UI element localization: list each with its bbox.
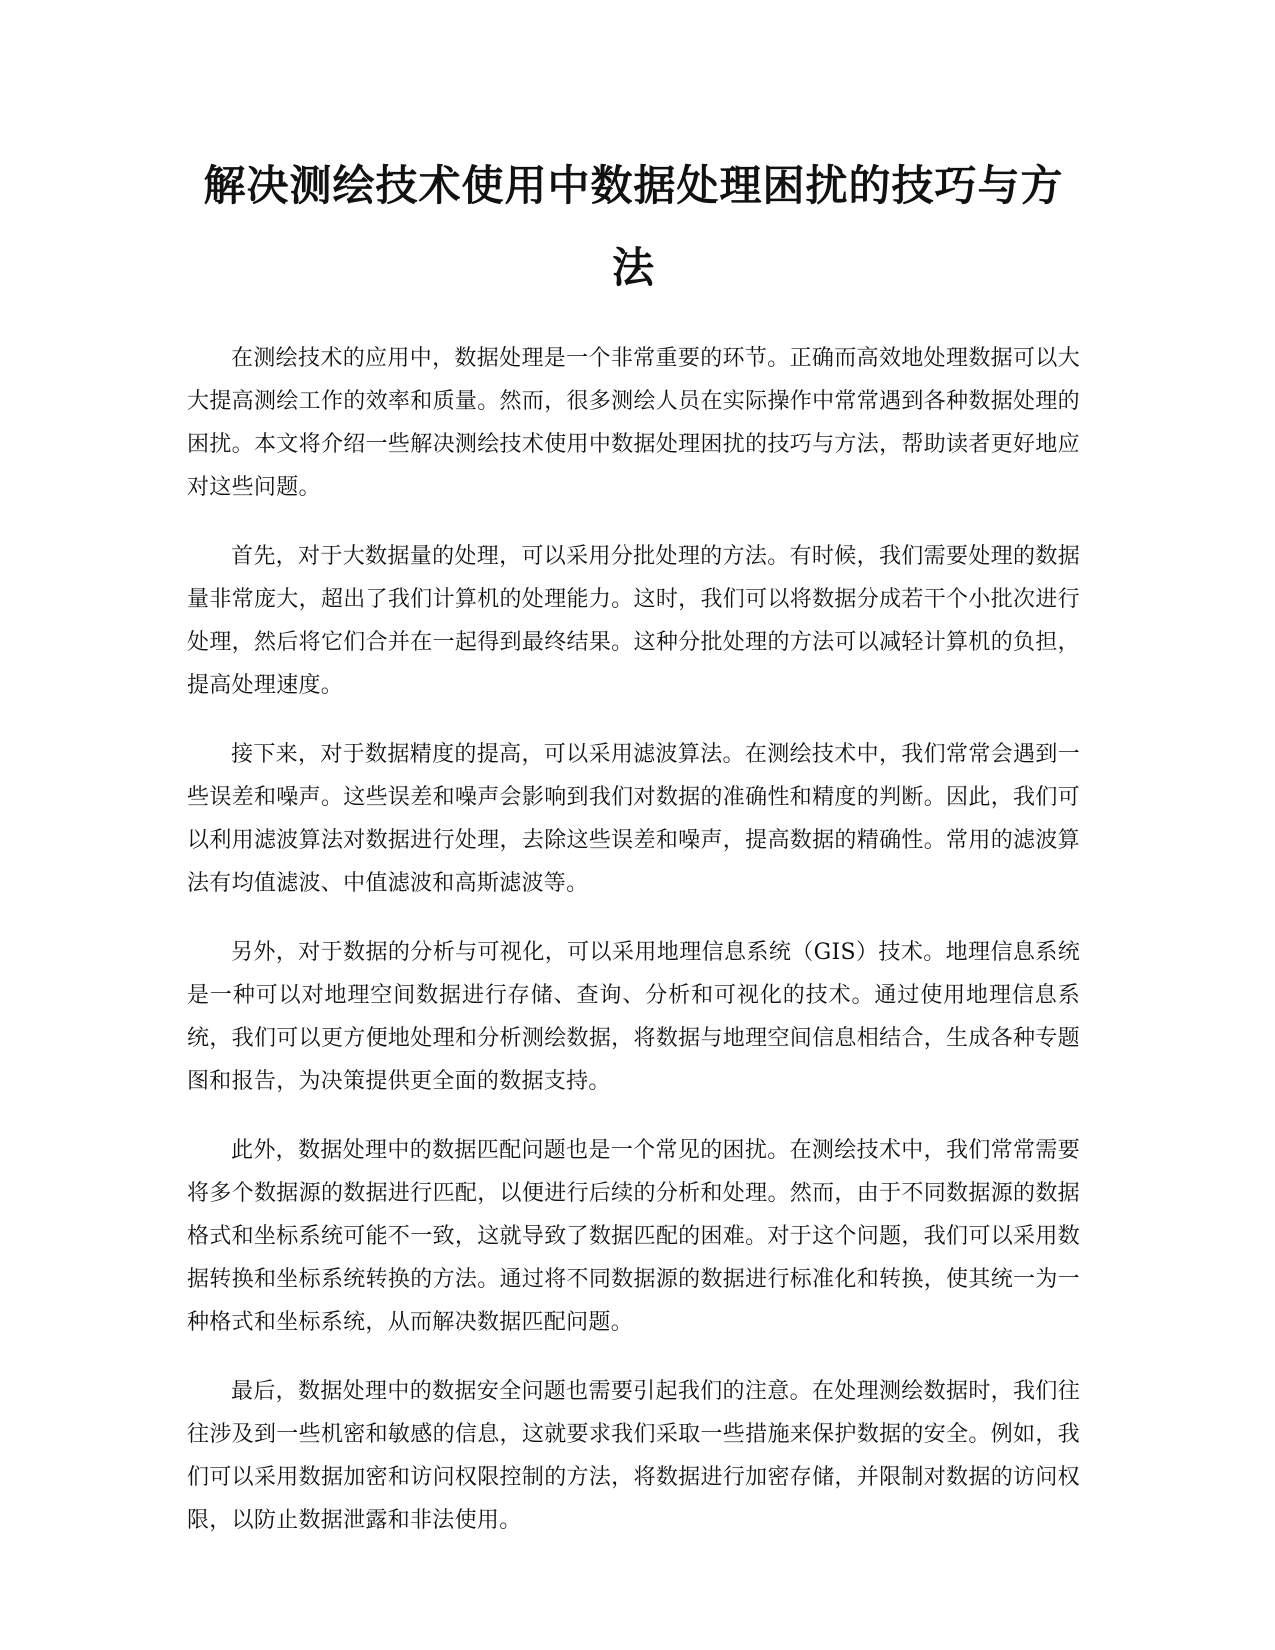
paragraph-data-security: 最后，数据处理中的数据安全问题也需要引起我们的注意。在处理测绘数据时，我们往往涉及到一些机密和敏感的信息，这就要求我们采取一些措施来保护数据的安全。例如，我们可以采用数据加密和访问权限控制的方法，将数据进行加密存储，并限制对数据的访问权限，以防止数据泄露和非法使用。 [187, 1379, 1080, 1533]
paragraph-gis: 另外，对于数据的分析与可视化，可以采用地理信息系统（GIS）技术。地理信息系统是一种可以对地理空间数据进行存储、查询、分析和可视化的技术。通过使用地理信息系统，我们可以更方便地处理和分析测绘数据，将数据与地理空间信息相结合，生成各种专题图和报告，为决策提供更全面的数据支持。 [187, 940, 1080, 1094]
paragraph-data-matching: 此外，数据处理中的数据匹配问题也是一个常见的困扰。在测绘技术中，我们常常需要将多个数据源的数据进行匹配，以便进行后续的分析和处理。然而，由于不同数据源的数据格式和坐标系统可能不一致，这就导致了数据匹配的困难。对于这个问题，我们可以采用数据转换和坐标系统转换的方法。通过将不同数据源的数据进行标准化和转换，使其统一为一种格式和坐标系统，从而解决数据匹配问题。 [187, 1138, 1080, 1335]
document-page [187, 145, 1080, 1568]
paragraph-intro: 在测绘技术的应用中，数据处理是一个非常重要的环节。正确而高效地处理数据可以大大提高测绘工作的效率和质量。然而，很多测绘人员在实际操作中常常遇到各种数据处理的困扰。本文将介绍一些解决测绘技术使用中数据处理困扰的技巧与方法，帮助读者更好地应对这些问题。 [187, 346, 1080, 500]
paragraph-filtering: 接下来，对于数据精度的提高，可以采用滤波算法。在测绘技术中，我们常常会遇到一些误差和噪声。这些误差和噪声会影响到我们对数据的准确性和精度的判断。因此，我们可以利用滤波算法对数据进行处理，去除这些误差和噪声，提高数据的精确性。常用的滤波算法有均值滤波、中值滤波和高斯滤波等。 [187, 742, 1080, 896]
document-body [187, 337, 1080, 1542]
paragraph-batch-processing: 首先，对于大数据量的处理，可以采用分批处理的方法。有时候，我们需要处理的数据量非常庞大，超出了我们计算机的处理能力。这时，我们可以将数据分成若干个小批次进行处理，然后将它们合并在一起得到最终结果。这种分批处理的方法可以减轻计算机的负担，提高处理速度。 [187, 544, 1080, 698]
document-title: 解决测绘技术使用中数据处理困扰的技巧与方法 [203, 161, 1064, 292]
